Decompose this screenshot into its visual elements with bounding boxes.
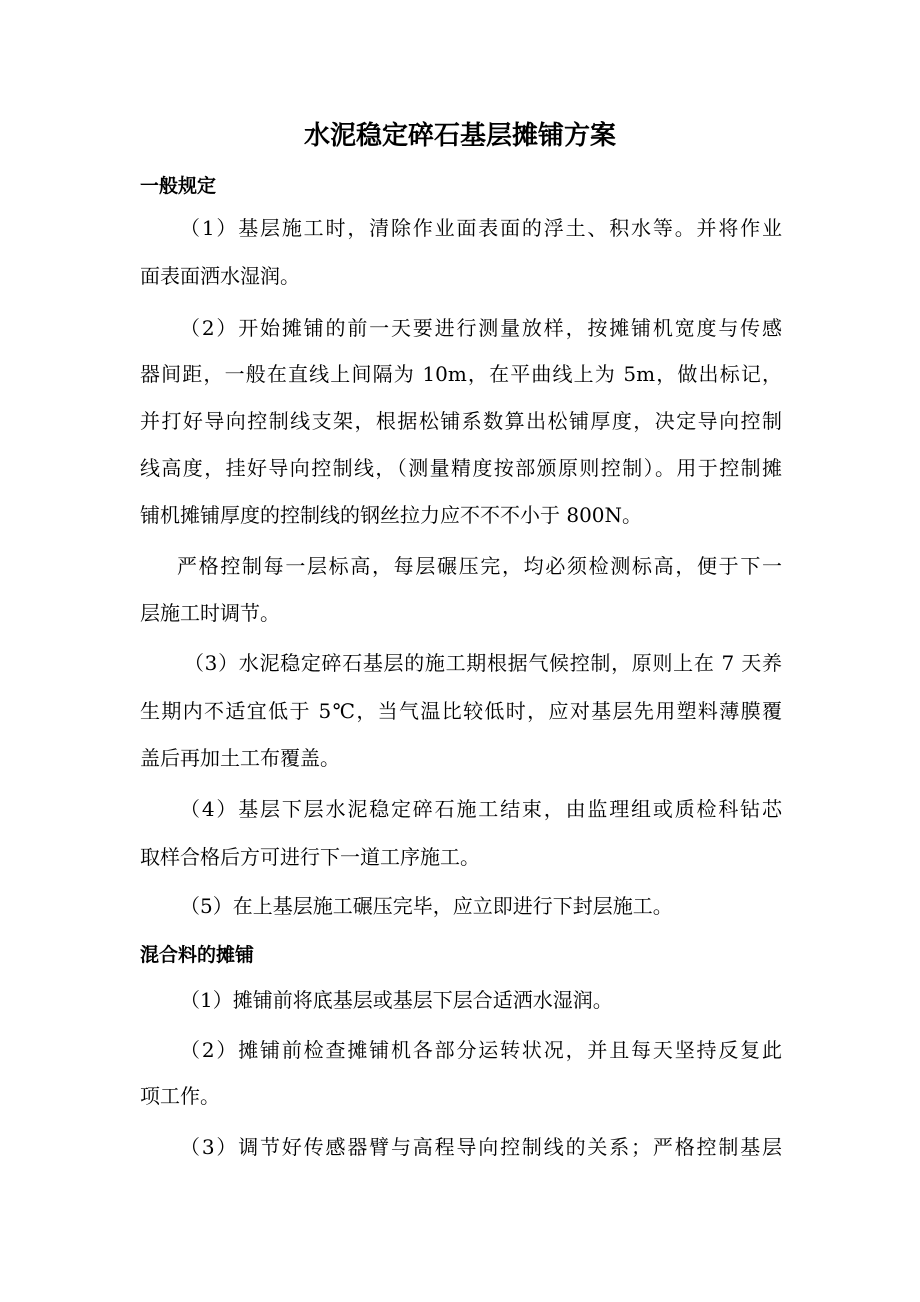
paragraph-line: 生期内不适宜低于 5℃，当气温比较低时，应对基层先用塑料薄膜覆 <box>140 699 782 723</box>
paragraph-line: （3）调节好传感器臂与高程导向控制线的关系；严格控制基层 <box>180 1135 782 1159</box>
paragraph-line: 面表面洒水湿润。 <box>140 264 300 288</box>
paragraph-line: 并打好导向控制线支架，根据松铺系数算出松铺厚度，决定导向控制 <box>140 409 782 433</box>
document-title: 水泥稳定碎石基层摊铺方案 <box>303 121 616 151</box>
paragraph-line: （1）摊铺前将底基层或基层下层合适洒水湿润。 <box>180 988 613 1012</box>
paragraph-line: （5）在上基层施工碾压完毕，应立即进行下封层施工。 <box>180 894 673 918</box>
paragraph-line: （4）基层下层水泥稳定碎石施工结束，由监理组或质检科钻芯 <box>180 797 782 821</box>
paragraph-line: 层施工时调节。 <box>140 601 280 625</box>
paragraph-line: （2）摊铺前检查摊铺机各部分运转状况，并且每天坚持反复此 <box>180 1038 782 1062</box>
section-heading-mixture-paving: 混合料的摊铺 <box>140 944 255 966</box>
section-heading-general: 一般规定 <box>140 175 217 197</box>
paragraph-line: （1）基层施工时，清除作业面表面的浮土、积水等。并将作业 <box>180 216 782 240</box>
paragraph-line: 器间距，一般在直线上间隔为 10m，在平曲线上为 5m，做出标记， <box>140 362 782 386</box>
paragraph-line: 铺机摊铺厚度的控制线的钢丝拉力应不不不小于 800N。 <box>140 503 643 527</box>
paragraph-line: 项工作。 <box>140 1084 220 1108</box>
paragraph-line: 盖后再加土工布覆盖。 <box>140 746 340 770</box>
paragraph-line: 线高度，挂好导向控制线，（测量精度按部颁原则控制）。用于控制摊 <box>140 456 782 480</box>
paragraph-line: 严格控制每一层标高，每层碾压完，均必须检测标高，便于下一 <box>177 554 782 578</box>
paragraph-line: （2）开始摊铺的前一天要进行测量放样，按摊铺机宽度与传感 <box>180 316 782 340</box>
paragraph-line: 取样合格后方可进行下一道工序施工。 <box>140 845 480 869</box>
paragraph-line: （3）水泥稳定碎石基层的施工期根据气候控制，原则上在 7 天养 <box>184 651 782 675</box>
